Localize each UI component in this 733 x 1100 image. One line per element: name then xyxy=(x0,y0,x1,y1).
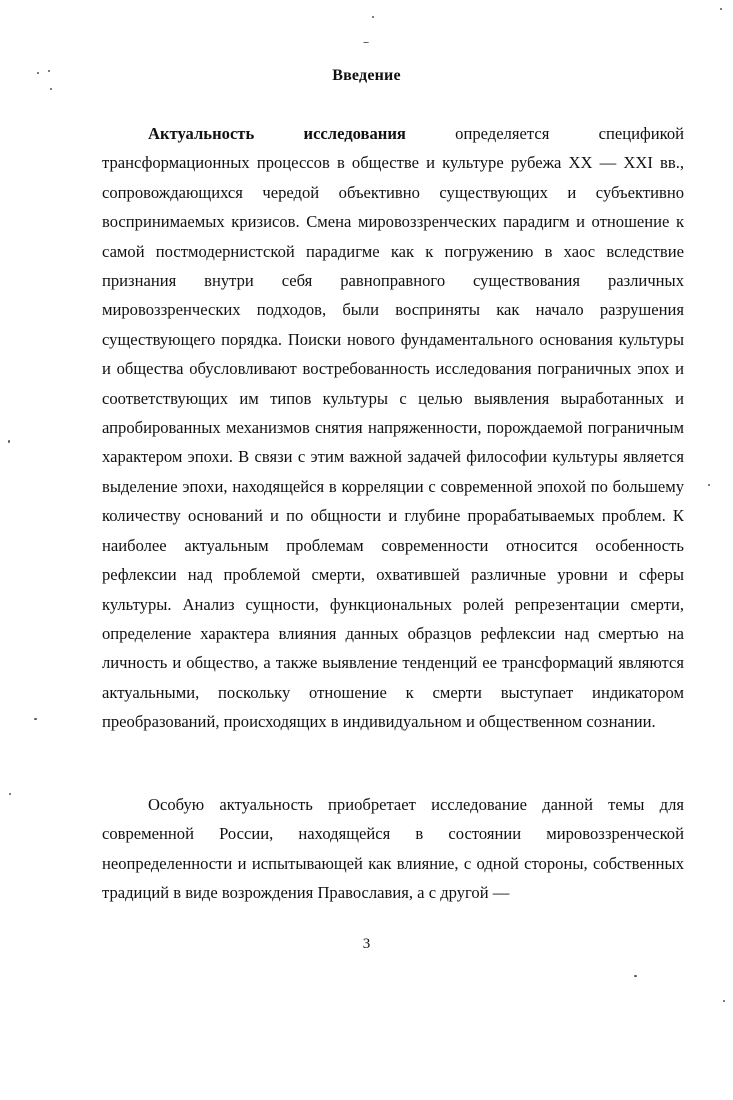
page-number: 3 xyxy=(362,936,371,952)
scan-speck xyxy=(372,16,374,18)
paragraph-lead-bold: Актуальность исследования xyxy=(148,124,406,143)
scan-speck xyxy=(34,718,37,720)
scan-speck xyxy=(37,72,39,74)
scan-speck xyxy=(363,42,369,43)
scan-speck xyxy=(634,975,637,977)
scan-speck xyxy=(708,484,710,486)
scan-speck xyxy=(50,88,52,90)
section-heading: Введение xyxy=(332,67,401,84)
scan-speck xyxy=(723,1000,725,1002)
scan-speck xyxy=(48,70,50,72)
paragraph-relevance xyxy=(102,119,684,737)
scan-speck xyxy=(9,793,11,795)
scan-speck xyxy=(720,8,722,10)
scan-speck xyxy=(8,440,10,443)
paragraph-body: определяется спецификой трансформационных процессов в обществе и культуре рубежа XX — XXI вв., сопровождающихся чередой объективно существующих и субъективно воспринимаемых кризисов. Смена мировоззренческих парадигм и отношение к самой постмодернистской парадигме как к погружению в хаос вследствие признания внутри себя равноправного существования различных мировоззренческих подходов, были восприняты как начало разрушения существующего порядка. Поиски нового фундаментального основания культуры и общества обусловливают востребованность исследования пограничных эпох и соответствующих им типов культуры с целью выявления выработанных и апробированных механизмов снятия напряженности, порождаемой пограничным характером эпохи. В связи с этим важной задачей философии культуры является выделение эпохи, находящейся в корреляции с современной эпохой по большему количеству оснований и по общности и глубине прорабатываемых проблем. К наиболее актуальным проблемам современности относится особенность рефлексии над проблемой смерти, охватившей различные уровни и сферы культуры. Анализ сущности, функциональных ролей репрезентации смерти, определение характера влияния данных образцов рефлексии над смертью на личность и общество, а также выявление тенденций ее трансформаций являются актуальными, поскольку отношение к смерти выступает индикатором преобразований, происходящих в индивидуальном и общественном сознании. xyxy=(102,124,684,732)
paragraph-russia: Особую актуальность приобретает исследование данной темы для современной России, находящейся в состоянии мировоззренческой неопределенности и испытывающей как влияние, с одной стороны, собственных традиций в виде возрождения Православия, а с другой — xyxy=(102,795,684,903)
